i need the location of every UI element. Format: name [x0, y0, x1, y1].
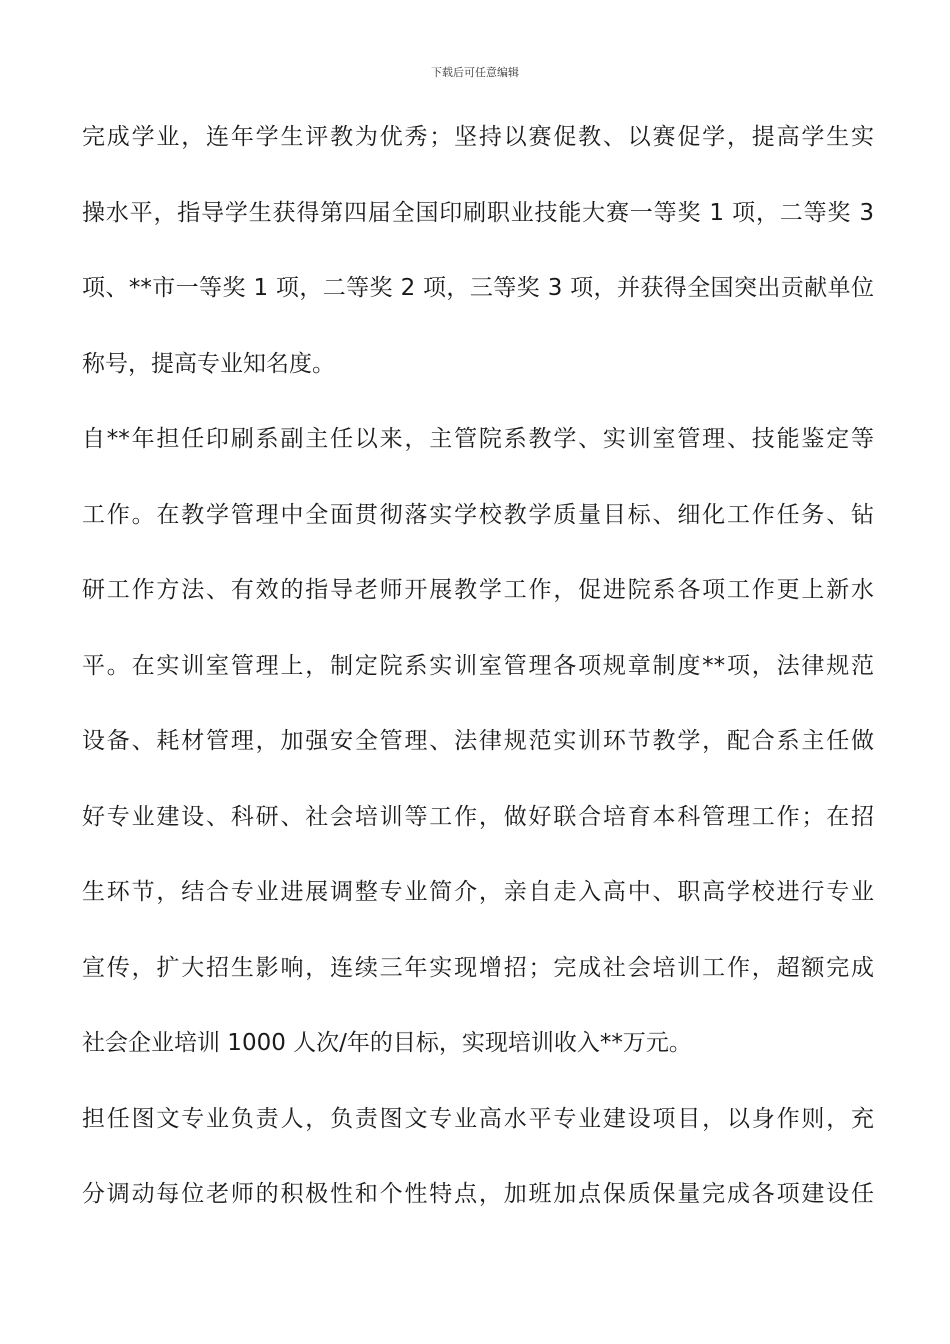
text-line: 社会企业培训 1000 人次/年的目标，实现培训收入**万元。 — [82, 1030, 692, 1056]
document-body — [82, 118, 874, 1251]
text-line: 宣传，扩大招生影响，连续三年实现增招；完成社会培训工作，超额完成 — [82, 954, 874, 981]
text-line: 生环节，结合专业进展调整专业简介，亲自走入高中、职高学校进行专业 — [82, 879, 874, 905]
text-line: 好专业建设、科研、社会培训等工作，做好联合培育本科管理工作；在招 — [82, 803, 874, 830]
text-line: 完成学业，连年学生评教为优秀；坚持以赛促教、以赛促学，提高学生实 — [82, 124, 874, 150]
text-line: 担任图文专业负责人，负责图文专业高水平专业建设项目，以身作则，充 — [82, 1105, 874, 1132]
text-line: 平。在实训室管理上，制定院系实训室管理各项规章制度**项，法律规范 — [82, 652, 874, 679]
text-line: 工作。在教学管理中全面贯彻落实学校教学质量目标、细化工作任务、钻 — [82, 501, 874, 528]
text-line: 自**年担任印刷系副主任以来，主管院系教学、实训室管理、技能鉴定等 — [82, 426, 874, 452]
text-line: 称号，提高专业知名度。 — [82, 350, 335, 377]
page-header-note: 下载后可任意编辑 — [431, 66, 519, 79]
text-line: 操水平，指导学生获得第四届全国印刷职业技能大赛一等奖 1 项，二等奖 3 — [82, 199, 874, 226]
text-line: 研工作方法、有效的指导老师开展教学工作，促进院系各项工作更上新水 — [82, 577, 874, 603]
text-line: 设备、耗材管理，加强安全管理、法律规范实训环节教学，配合系主任做 — [82, 728, 874, 754]
text-line: 项、**市一等奖 1 项，二等奖 2 项，三等奖 3 项，并获得全国突出贡献单位 — [82, 275, 874, 301]
text-line: 分调动每位老师的积极性和个性特点，加班加点保质保量完成各项建设任 — [82, 1181, 874, 1207]
